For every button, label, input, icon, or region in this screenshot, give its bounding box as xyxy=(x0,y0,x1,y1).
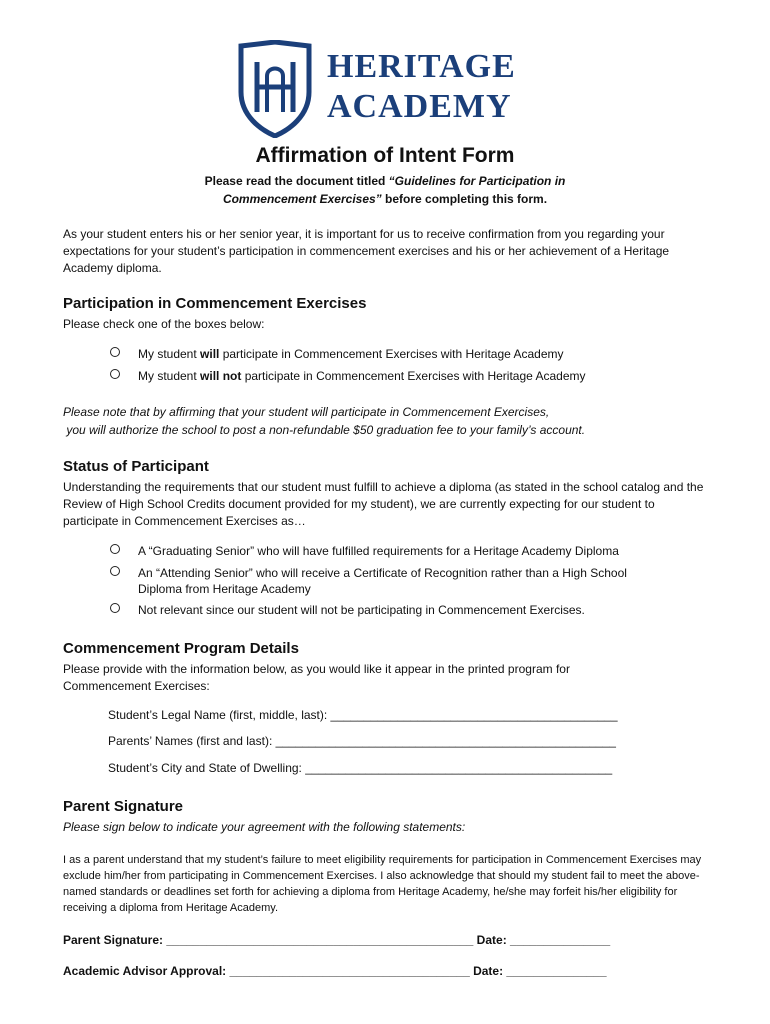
intro-paragraph: As your student enters his or her senior year, it is important for us to receive confirmation from you regarding your expectations for your student’s participation in commencement exercises and his or her achievement of a Heritage Academy diploma. xyxy=(63,227,670,275)
subtitle-doc-title-2: Commencement Exercises” xyxy=(222,192,382,206)
parent-signature-line[interactable]: Parent Signature: ______________________________________________ Date: _______________ xyxy=(63,933,611,947)
option-text: An “Attending Senior” who will receive a Certificate of Recognition rather than a High School Diploma from Heritage Academy xyxy=(138,566,627,596)
brand-line-2: ACADEMY xyxy=(327,88,512,125)
option-bold: will not xyxy=(200,369,242,383)
fee-note-line-1: Please note that by affirming that your student will participate in Commencement Exercises, xyxy=(63,405,550,419)
option-text: Not relevant since our student will not be participating in Commencement Exercises. xyxy=(138,603,585,617)
signature-instruction: Please sign below to indicate your agreement with the following statements: xyxy=(63,820,466,834)
page-title: Affirmation of Intent Form xyxy=(255,144,515,167)
status-paragraph: Understanding the requirements that our student must fulfill to achieve a diploma (as stated in the school catalog and the Review of High School Credits document provided for my student), we are currently expecting for our student to participate in Commencement Exercises as… xyxy=(63,480,704,528)
option-text: A “Graduating Senior” who will have fulfilled requirements for a Heritage Academy Diploma xyxy=(138,544,619,558)
advisor-approval-line[interactable]: Academic Advisor Approval: ____________________________________ Date: _______________ xyxy=(63,964,607,978)
subtitle-line-2 xyxy=(0,190,770,208)
signature-statement: I as a parent understand that my student’s failure to meet eligibility requirements for participation in Commencement Exercises may exclude him/her from participating in Commencement Exercises. I also acknowledge that should my student fail to meet the above-named standards or deadlines set forth for achieving a diploma from Heritage Academy, he/she may forfeit his/her eligibility for receiving a diploma from Heritage Academy. xyxy=(63,854,702,914)
option-text: participate in Commencement Exercises with Heritage Academy xyxy=(219,347,564,361)
option-text: participate in Commencement Exercises with Heritage Academy xyxy=(241,369,586,383)
subtitle-line-1 xyxy=(0,172,770,190)
fee-note-line-2: you will authorize the school to post a non-refundable $50 graduation fee to your family’s account. xyxy=(63,423,586,437)
signature-heading: Parent Signature xyxy=(63,798,184,815)
radio-circle-icon[interactable] xyxy=(110,347,120,357)
shield-crest-icon xyxy=(237,40,313,138)
option-text: My student xyxy=(138,369,201,383)
program-paragraph: Please provide with the information below, as you would like it appear in the printed program for Commencement Exercises: xyxy=(63,662,570,693)
subtitle-post: before completing this form. xyxy=(381,192,548,206)
parents-names-field[interactable]: Parents’ Names (first and last): ___________________________________________________ xyxy=(108,734,616,748)
status-heading: Status of Participant xyxy=(63,458,209,475)
city-state-field[interactable]: Student’s City and State of Dwelling: ______________________________________________ xyxy=(108,761,613,775)
subtitle-doc-title: “Guidelines for Participation in xyxy=(388,174,566,188)
radio-circle-icon[interactable] xyxy=(110,369,120,379)
option-text: My student xyxy=(138,347,201,361)
heritage-academy-logo xyxy=(237,40,537,138)
student-name-field[interactable]: Student’s Legal Name (first, middle, last): ___________________________________________ xyxy=(108,708,618,722)
radio-circle-icon[interactable] xyxy=(110,566,120,576)
radio-circle-icon[interactable] xyxy=(110,544,120,554)
participation-instruction: Please check one of the boxes below: xyxy=(63,317,265,331)
program-heading: Commencement Program Details xyxy=(63,640,299,657)
subtitle-pre: Please read the document titled xyxy=(204,174,389,188)
option-bold: will xyxy=(200,347,220,361)
brand-line-1: HERITAGE xyxy=(327,48,516,85)
participation-heading: Participation in Commencement Exercises xyxy=(63,295,367,312)
radio-circle-icon[interactable] xyxy=(110,603,120,613)
